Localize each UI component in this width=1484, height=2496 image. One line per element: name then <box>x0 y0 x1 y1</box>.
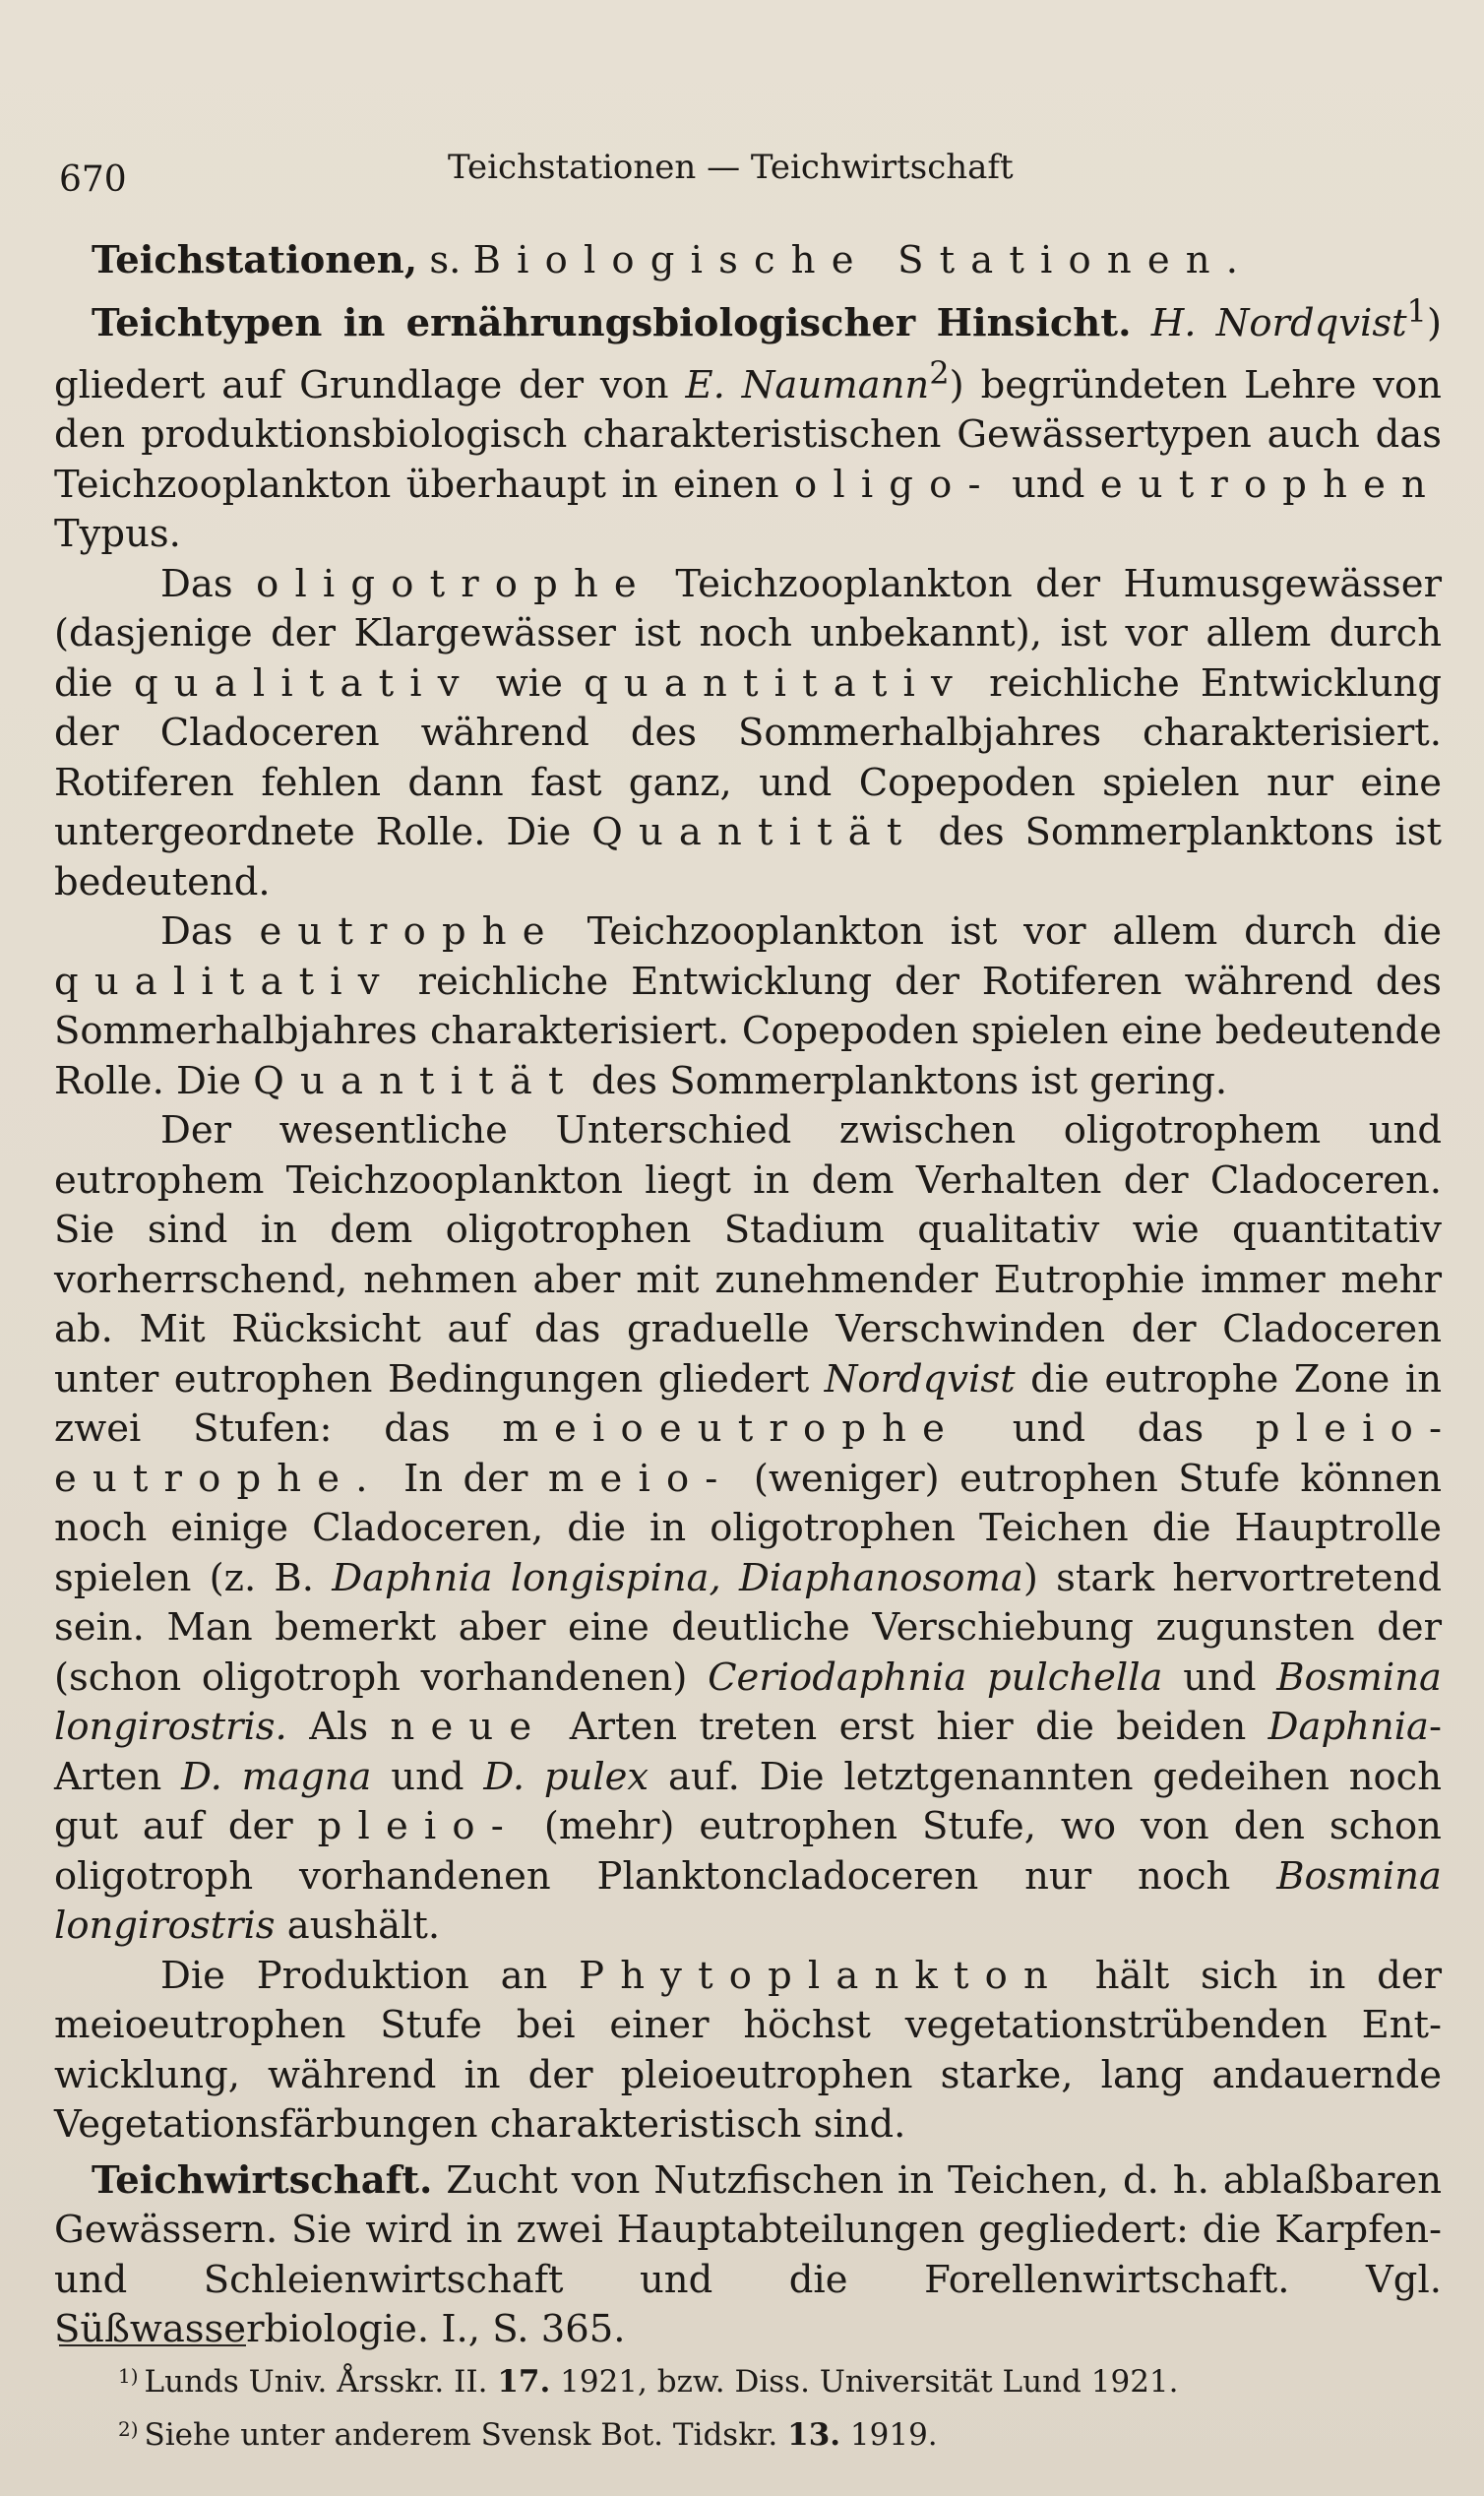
footnote-2: $^{2)}$ Siehe unter anderem Svensk Bot. Tidskr. 13. 1919. <box>118 2417 938 2453</box>
footnote-mark: 1) <box>118 2364 139 2388</box>
page-number: 670 <box>59 159 127 200</box>
footnote-ref: 1 <box>1406 291 1427 330</box>
entry-term: Teichtypen in ernährungsbiologischer Hinsicht. <box>92 300 1132 345</box>
footnote-1: $^{1)}$ Lunds Univ. Årsskr. II. 17. 1921, bzw. Diss. Universität Lund 1921. <box>118 2364 1179 2400</box>
cross-reference: Biologische Stationen. <box>472 238 1255 282</box>
paragraph-oligotroph: Das oligotrophe Teichzooplankton der Humusgewässer (dasjenige der Klargewässer ist noch unbekannt), ist vor allem durch die qualitativ wie quantitativ reichliche Entwicklung der Cladoceren während des Sommerhalbjahres charakterisiert. Rotiferen fehlen dann fast ganz, und Copepoden spielen nur eine untergeordnete Rolle. Die Quantität des Sommerplanktons ist bedeutend. <box>54 561 1443 905</box>
entry-term: Teichwirtschaft. <box>92 2157 433 2203</box>
author-name: H. Nordqvist <box>1150 300 1407 345</box>
paragraph-phytoplankton: Die Produktion an Phytoplankton hält sich in der meioeutrophen Stufe bei einer höchst vegetationstrübenden Entwicklung, während in der pleioeutrophen starke, lang andauernde Vegetationsfärbungen charakteristisch sind. <box>54 1953 1443 2148</box>
author-name: E. Naumann <box>685 362 930 407</box>
footnote-mark: 2) <box>118 2417 139 2441</box>
entry-term: Teichstationen, <box>92 238 418 282</box>
entry-teichtypen: Teichtypen in ernährungsbiologischer Hinsicht. H. Nordqvist$^1$) gliedert auf Grundlage der von E. Naumann$^2$) begründeten Lehre von den produktionsbiologisch charakteristischen Gewässertypen auch das Teichzooplankton überhaupt in einen oligo- und eutrophen Typus. <box>54 291 1442 557</box>
footnote-rule <box>59 2344 246 2346</box>
body-text <box>54 236 1442 2355</box>
page-header <box>59 148 1427 207</box>
paragraph-unterschied: Der wesentliche Unterschied zwischen oligotrophem und eutrophem Teichzooplankton liegt in dem Verhalten der Cladoceren. Sie sind in dem oligotrophen Stadium qualitativ wie quantitativ vorherrschend, nehmen aber mit zunehmender Eutrophie immer mehr ab. Mit Rücksicht auf das graduelle Verschwinden der Cladoceren unter eutrophen Bedingungen gliedert Nordqvist die eutrophe Zone in zwei Stufen: das meioeutrophe und das pleioeutrophe. In der meio- (weniger) eutrophen Stufe können noch einige Cladoceren, die in oligotrophen Teichen die Hauptrolle spielen (z. B. Daphnia longispina, Diaphanosoma) stark hervortretend sein. Man bemerkt aber eine deutliche Verschiebung zugunsten der (schon oligotroph vorhandenen) Ceriodaphnia pulchella und Bosmina longirostris. Als neue Arten treten erst hier die beiden Daphnia-Arten D. magna und D. pulex auf. Die letztgenannten gedeihen noch gut auf der pleio- (mehr) eutrophen Stufe, wo von den schon oligotroph vorhandenen Planktoncladoceren nur noch Bosmina longirostris aushält. <box>54 1108 1443 1949</box>
entry-teichstationen: Teichstationen, s. Biologische Stationen. <box>92 238 1255 282</box>
footnote-ref: 2 <box>929 353 950 392</box>
paragraph-eutroph: Das eutrophe Teichzooplankton ist vor allem durch die qualitativ reichliche Entwicklung der Rotiferen während des Sommerhalbjahres charakterisiert. Copepoden spielen eine bedeutende Rolle. Die Quantität des Sommerplanktons ist gering. <box>54 909 1442 1103</box>
running-title: Teichstationen — Teichwirtschaft <box>448 148 1014 187</box>
footnotes <box>118 2352 1437 2459</box>
entry-teichwirtschaft: Teichwirtschaft. Zucht von Nutzfischen in Teichen, d. h. ablaßbaren Gewässern. Sie wird in zwei Hauptabteilungen gegliedert: die Karpfen- und Schleienwirtschaft und die Forellenwirtschaft. Vgl. Süßwasserbiologie. I., S. 365. <box>54 2157 1442 2352</box>
